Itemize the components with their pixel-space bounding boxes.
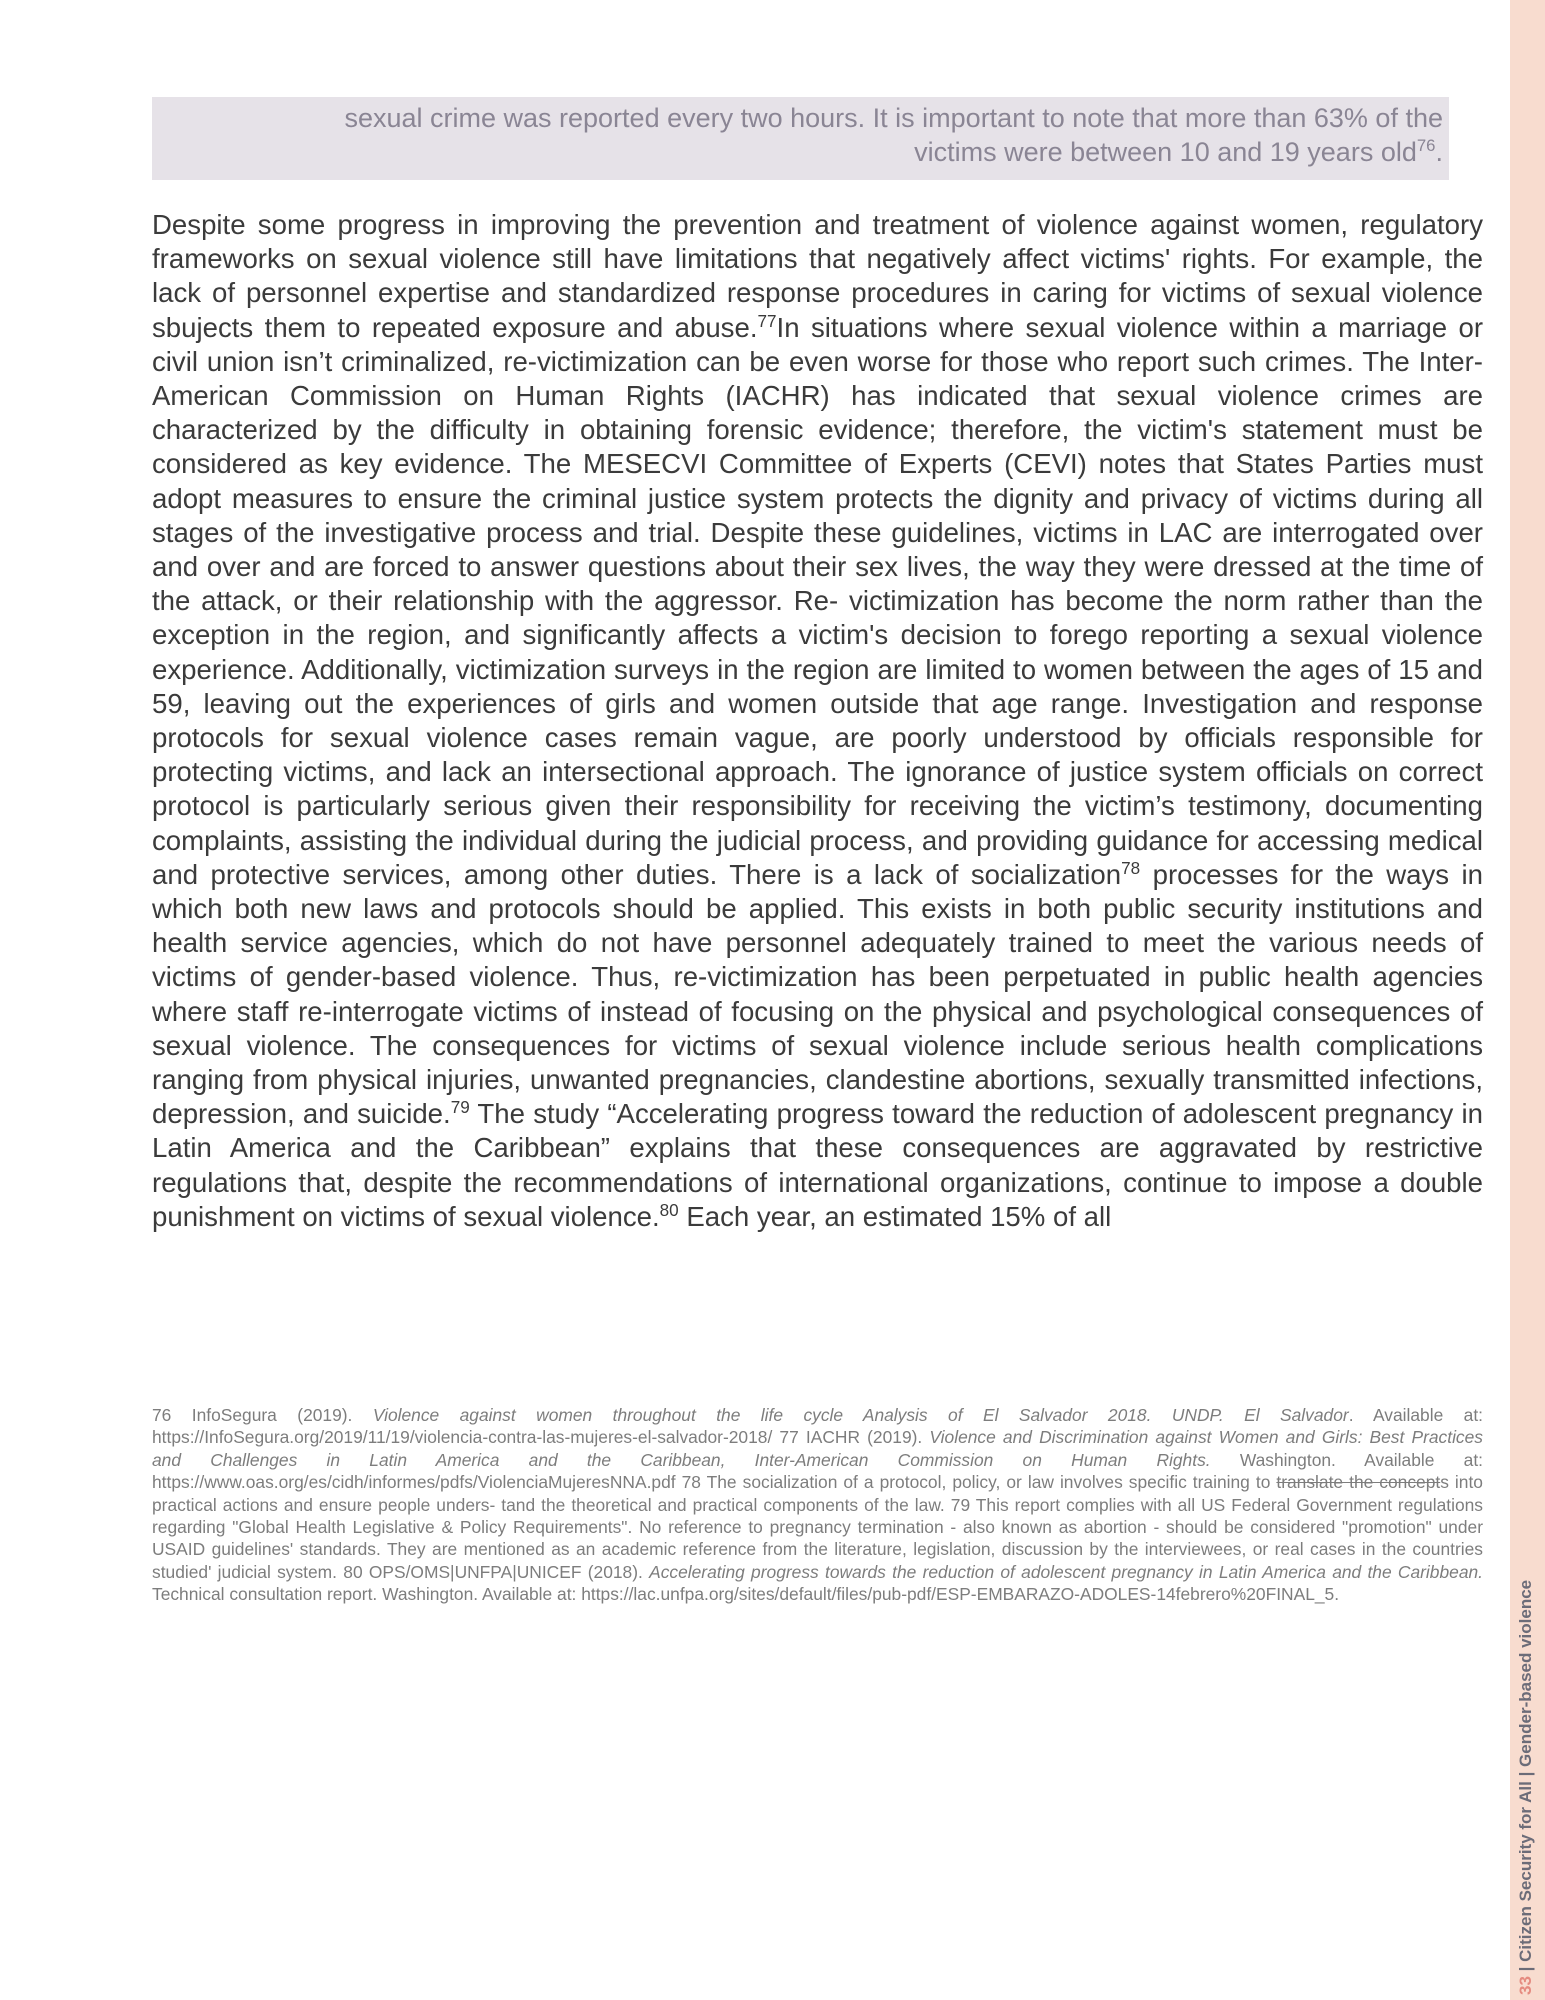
footer-separator-2: | [1516,1766,1535,1782]
footnote-77-link[interactable]: Washington. Available at: https://www.oas.org/es/cidh/informes/pdfs/ViolenciaMujeresNNA.pdf 78 The socialization of a protocol, policy, or law involves specific training to [152,1449,1483,1493]
footer-separator: | [1516,1961,1535,1977]
running-footer [1512,1580,1540,1995]
footnote-78-strikethrough: translate the concept [1276,1472,1441,1493]
footnote-ref-80[interactable]: 80 [659,1200,679,1220]
footnote-80-link[interactable]: Technical consultation report. Washington. Available at: https://lac.unfpa.org/sites/default/files/pub-pdf/ESP-EMBARAZO-ADOLES-14febrero%20FINAL_5. [152,1584,1340,1605]
body-segment-1: Despite some progress in improving the prevention and treatment of violence against women, regulatory frameworks on sexual violence still have limitations that negatively affect victims' rights. For example, the lack of personnel expertise and standardized response procedures in caring for victims of sexual violence sbujects them to repeated exposure and abuse. [152,209,1483,343]
footnotes-text [152,1404,1483,1606]
footnote-80-title: Accelerating progress towards the reduction of adolescent pregnancy in Latin America and the Caribbean. [649,1561,1483,1582]
report-title: Citizen Security for All [1516,1781,1535,1962]
page-number: 33 [1516,1976,1535,1995]
footnote-ref-77[interactable]: 77 [757,311,777,331]
footnote-ref-78[interactable]: 78 [1121,858,1141,878]
footnote-76-link[interactable]: . Available at: https://InfoSegura.org/2019/11/19/violencia-contra-las-mujeres-el-salvador-2018/ 77 IACHR (2019). [152,1405,1484,1448]
footnote-ref-76[interactable]: 76 [1416,136,1436,155]
footnote-78-79-text: s into practical actions and ensure people unders- tand the theoretical and practical components of the law. 79 This report complies with all US Federal Government regulations regarding "Global Health Legislative & Policy Requirements". No reference to pregnancy termination - also known as abortion - should be considered "promotion" under USAID guidelines' standards. They are mentioned as an academic reference from the literature, legislation, discussion by the interviewees, or real cases in the countries studied' judicial system. 80 OPS/OMS|UNFPA|UNICEF (2018). [152,1472,1483,1582]
main-paragraph [152,208,1483,1234]
paragraph-text [152,208,1483,1234]
callout-line-2-text: victims were between 10 and 19 years old [914,137,1417,167]
footnote-77-title: Violence and Discrimination against Women and Girls: Best Practices and Challenges in Latin America and the Caribbean, Inter-American Commission on Human Rights. [152,1427,1483,1470]
callout-line-2 [152,135,1443,169]
footnote-76-title: Violence against women throughout the life cycle Analysis of El Salvador 2018. UNDP. El Salvador [372,1405,1349,1425]
footnotes [152,1404,1483,1606]
quote-callout [152,97,1449,180]
body-segment-5: Each year, an estimated 15% of all [678,1200,1112,1232]
callout-line-1: sexual crime was reported every two hours. It is important to note that more than 63% of the [344,103,1443,133]
footnote-ref-79[interactable]: 79 [450,1098,470,1118]
body-segment-3: processes for the ways in which both new laws and protocols should be applied. This exists in both public security institutions and health service agencies, which do not have personnel adequately trained to meet the various needs of victims of gender-based violence. Thus, re-victimization has been perpetuated in public health agencies where staff re-interrogate victims of instead of focusing on the physical and psychological consequences of sexual violence. The consequences for victims of sexual violence include serious health complications ranging from physical injuries, unwanted pregnancies, clandestine abortions, sexually transmitted infections, depression, and suicide. [152,858,1484,1130]
body-segment-2: In situations where sexual violence within a marriage or civil union isn’t criminalized, re-victimization can be even worse for those who report such crimes. The Inter-American Commission on Human Rights (IACHR) has indicated that sexual violence crimes are characterized by the difficulty in obtaining forensic evidence; therefore, the victim's statement must be considered as key evidence. The MESECVI Committee of Experts (CEVI) notes that States Parties must adopt measures to ensure the criminal justice system protects the dignity and privacy of victims during all stages of the investigative process and trial. Despite these guidelines, victims in LAC are interrogated over and over and are forced to answer questions about their sex lives, the way they were dressed at the time of the attack, or their relationship with the aggressor. Re- victimization has become the norm rather than the exception in the region, and significantly affects a victim's decision to forego reporting a sexual violence experience. Additionally, victimization surveys in the region are limited to women between the ages of 15 and 59, leaving out the experiences of girls and women outside that age range. Investigation and response protocols for sexual violence cases remain vague, are poorly understood by officials responsible for protecting victims, and lack an intersectional approach. The ignorance of justice system officials on correct protocol is particularly serious given their responsibility for receiving the victim’s testimony, documenting complaints, assisting the individual during the judicial process, and providing guidance for accessing medical and protective services, among other duties. There is a lack of socialization [152,311,1484,890]
body-segment-4: The study “Accelerating progress toward the reduction of adolescent pregnancy in Latin America and the Caribbean” explains that these consequences are aggravated by restrictive regulations that, despite the recommendations of international organizations, continue to impose a double punishment on victims of sexual violence. [152,1098,1483,1232]
callout-line-2-end: . [1435,137,1443,167]
section-title: Gender-based violence [1516,1579,1535,1767]
footnote-76-lead: 76 InfoSegura (2019). [152,1405,373,1425]
